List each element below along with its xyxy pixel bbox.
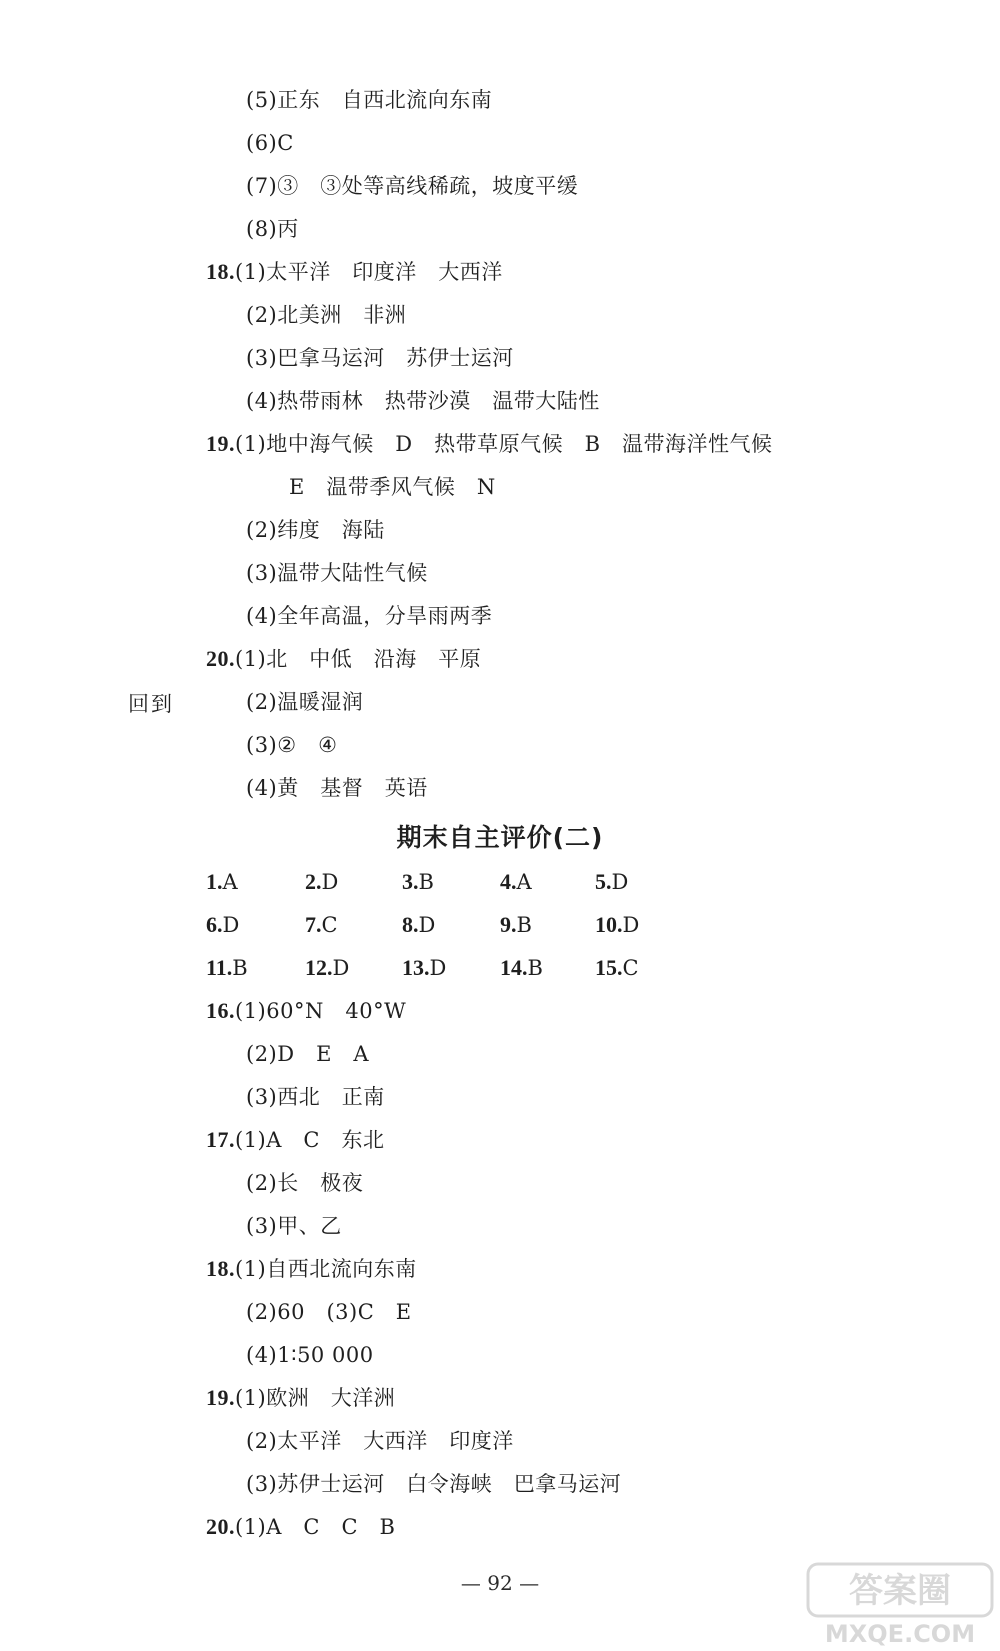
question-17 [206,1126,384,1154]
mc-item: 3.B [402,869,434,894]
question-19b [206,1384,395,1412]
answer-line: (2)长 极夜 [246,1171,364,1195]
question-number: 20. [206,646,235,671]
watermark-logo [800,1556,1000,1651]
answer-line: (7)③ ③处等高线稀疏，坡度平缓 [246,174,579,198]
mc-item: 9.B [500,912,532,937]
answer-line: (6)C [246,131,294,155]
answer-line: (3)温带大陆性气候 [246,561,428,585]
answer-line: (2)温暖湿润 [246,690,364,714]
answer-line: (3)苏伊士运河 白令海峡 巴拿马运河 [246,1472,622,1496]
question-number: 16. [206,998,235,1023]
answer-line: (3)西北 正南 [246,1085,385,1109]
answer-line: (8)丙 [246,217,299,241]
answer-line: (3)巴拿马运河 苏伊士运河 [246,346,514,370]
answer-text: (1)太平洋 印度洋 大西洋 [235,260,503,284]
question-18b [206,1255,417,1283]
answer-line: (2)北美洲 非洲 [246,303,407,327]
mc-item: 2.D [305,869,339,894]
answer-line: (5)正东 自西北流向东南 [246,88,493,112]
answer-line: (4)黄 基督 英语 [246,776,428,800]
mc-item: 8.D [402,912,436,937]
question-number: 17. [206,1127,235,1152]
question-number: 19. [206,431,235,456]
answer-text: (1)自西北流向东南 [235,1257,417,1281]
answer-text: (1)北 中低 沿海 平原 [235,647,482,671]
answer-line: (2)太平洋 大西洋 印度洋 [246,1429,514,1453]
answer-line: (3)甲、乙 [246,1214,342,1238]
question-20 [206,645,481,673]
answer-text: (1)A C C B [235,1515,396,1539]
answer-line: (2)纬度 海陆 [246,518,385,542]
mc-item: 10.D [595,912,640,937]
answer-text: (1)地中海气候 D 热带草原气候 B 温带海洋性气候 [235,432,773,456]
mc-item: 13.D [402,955,447,980]
question-20b [206,1513,395,1541]
answer-text: (1)欧洲 大洋洲 [235,1386,396,1410]
watermark-top-text: 答案圈 [849,1571,951,1611]
question-19 [206,430,773,458]
answer-line: (2)D E A [246,1042,370,1066]
answer-line: (4)全年高温，分旱雨两季 [246,604,493,628]
answer-line: (3)② ④ [246,733,338,757]
question-number: 19. [206,1385,235,1410]
mc-item: 11.B [206,955,248,980]
answer-text: (1)A C 东北 [235,1128,385,1152]
question-number: 18. [206,1256,235,1281]
mc-item: 15.C [595,955,639,980]
answer-text: (1)60°N 40°W [235,999,407,1023]
question-number: 20. [206,1514,235,1539]
page-number: — 92 — [460,1571,540,1595]
section-title: 期末自主评价(二) [396,823,604,852]
answer-line: E 温带季风气候 N [246,475,496,499]
mc-item: 12.D [305,955,350,980]
question-number: 18. [206,259,235,284]
mc-item: 6.D [206,912,240,937]
margin-text: 回到 [128,692,174,716]
answer-line: (4)1∶50 000 [246,1343,374,1367]
mc-item: 5.D [595,869,629,894]
mc-item: 4.A [500,869,532,894]
question-18 [206,258,503,286]
answer-line: (2)60 (3)C E [246,1300,412,1324]
question-16 [206,997,406,1025]
mc-item: 1.A [206,869,238,894]
watermark-bottom-text: MXQE.COM [824,1620,976,1648]
mc-item: 7.C [305,912,338,937]
answer-line: (4)热带雨林 热带沙漠 温带大陆性 [246,389,600,413]
mc-item: 14.B [500,955,543,980]
